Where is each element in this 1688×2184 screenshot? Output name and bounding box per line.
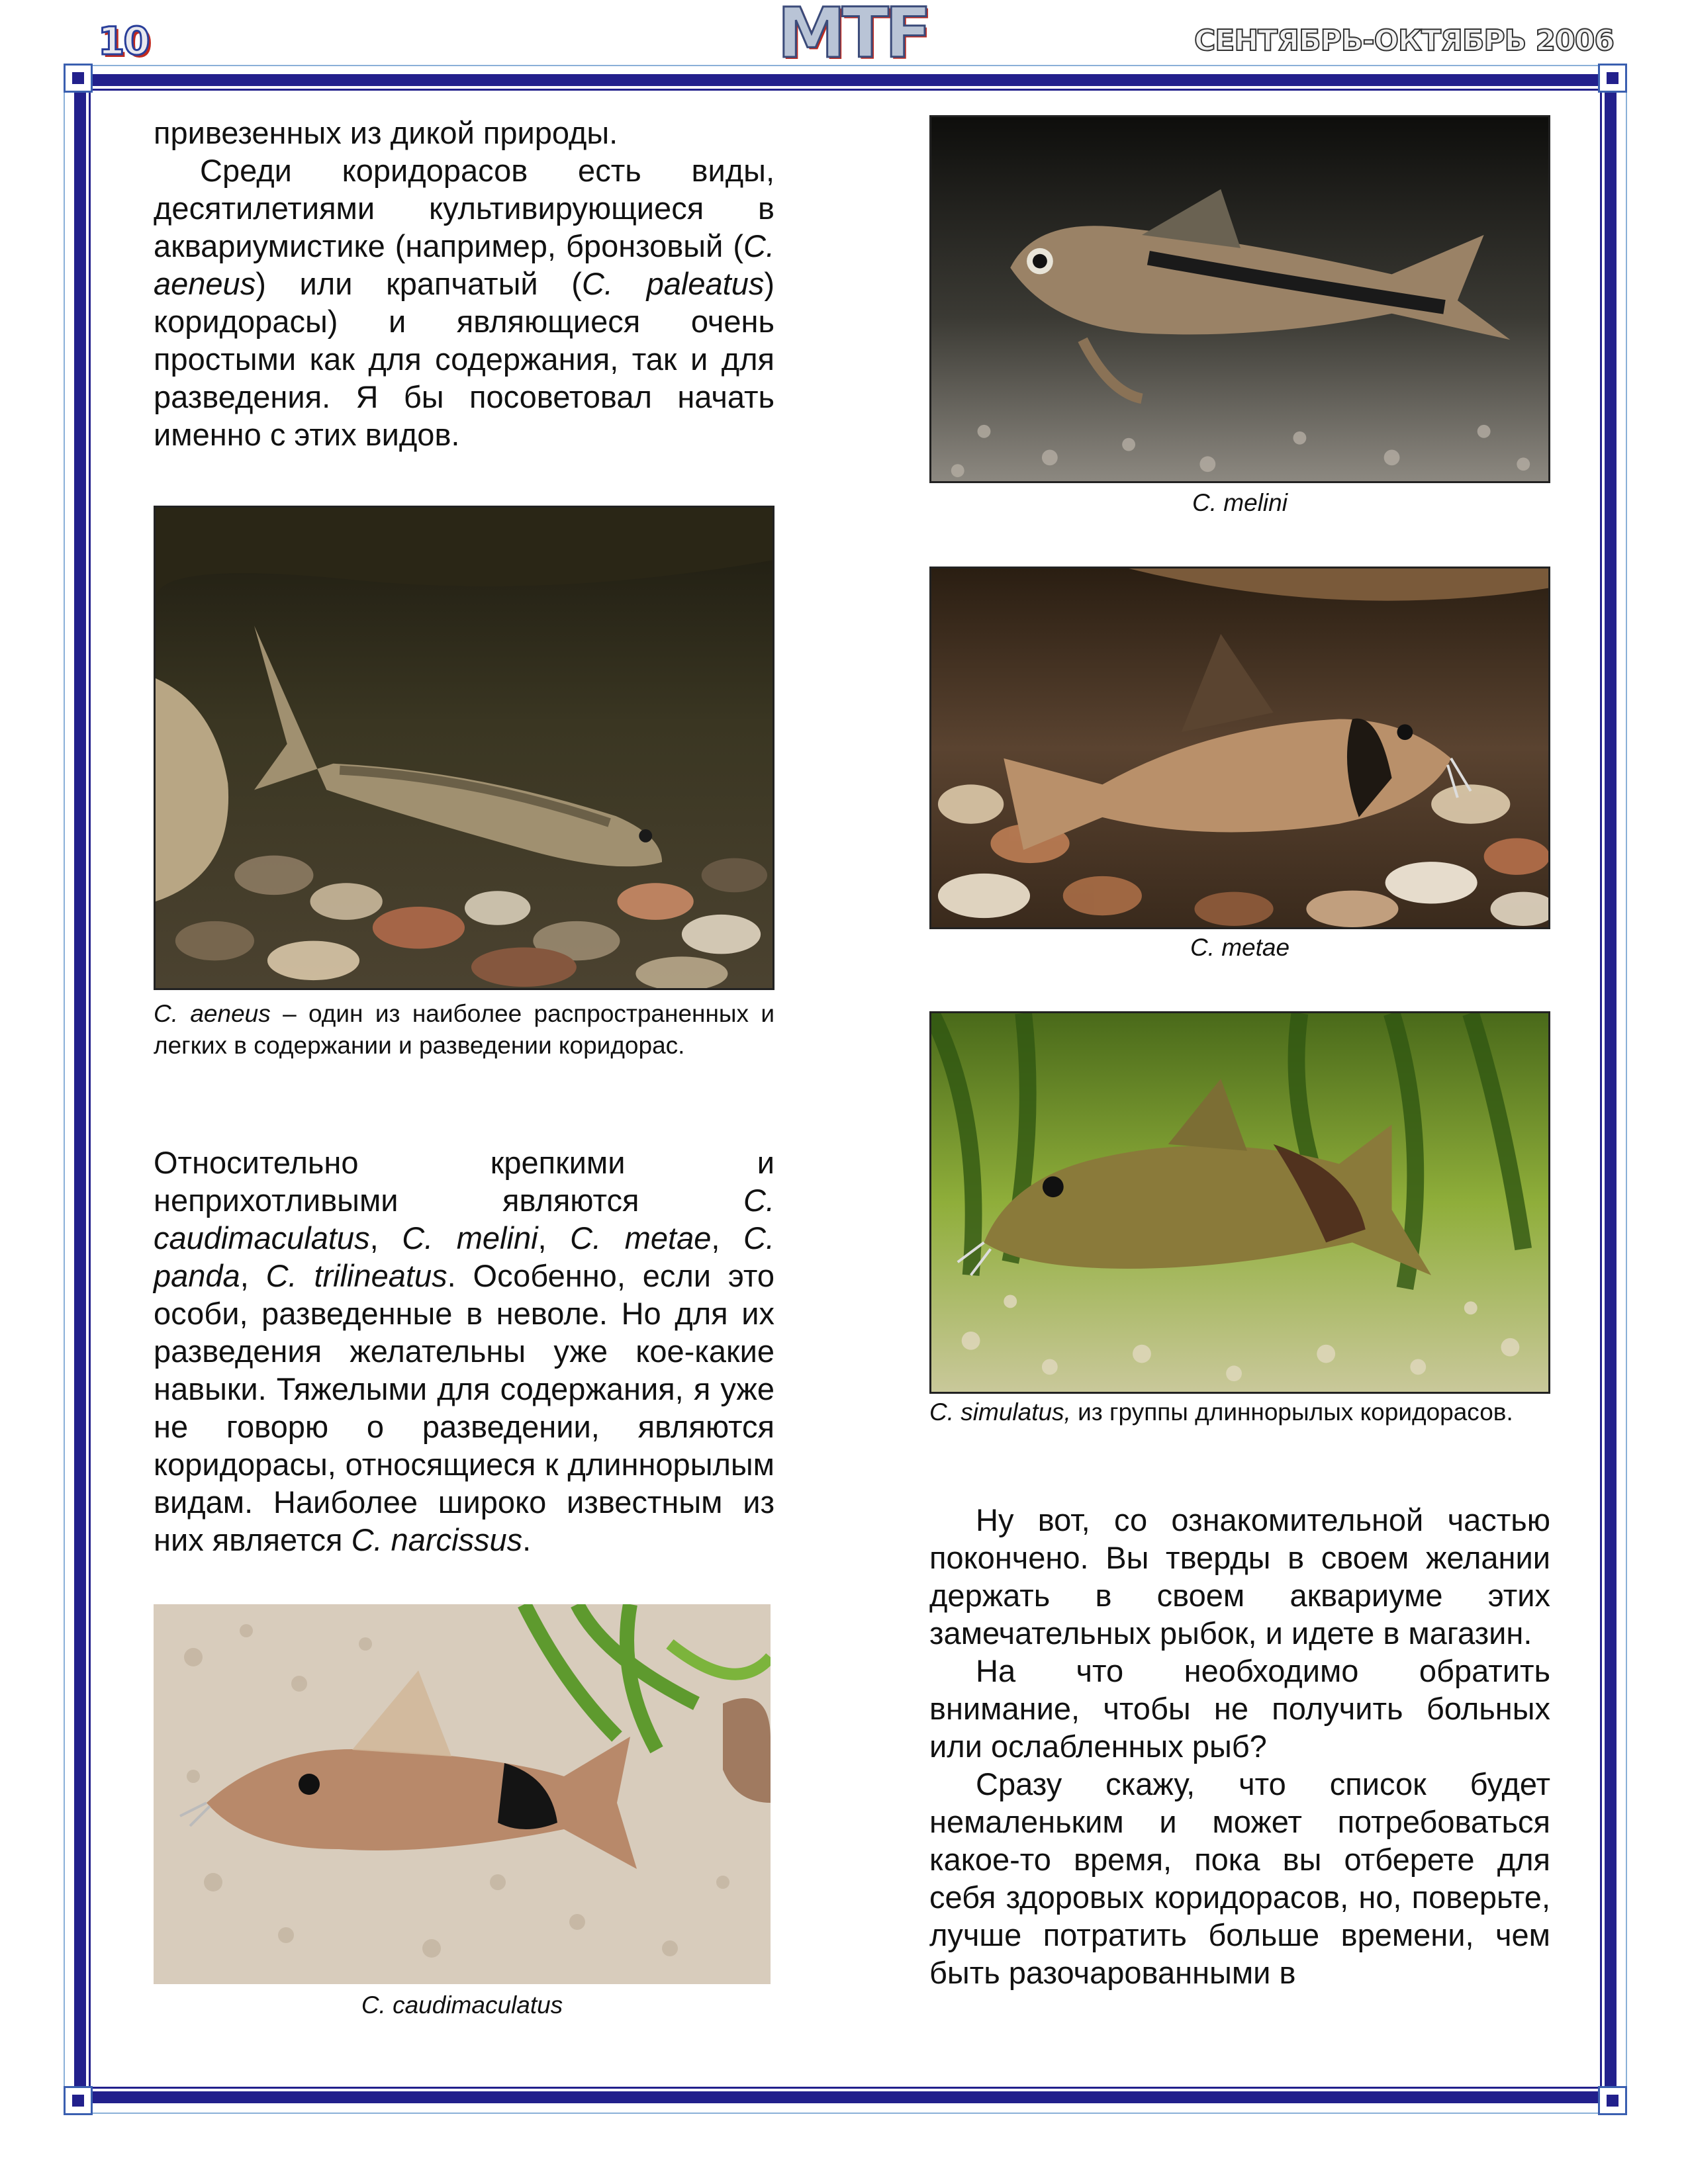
species-name: C. trilineatus [265,1258,447,1293]
text-run: , [711,1220,743,1255]
species-name: C. panda [154,1220,774,1293]
text-run: . Особенно, если это особи, разведенные в неволе. Но для их разведения желательны уже кое-какие навыки. Тяжелыми для содержания, я уже не говорю о разведении, являются коридорасы, относящиеся к длиннорылым видам. Наиболее широко известным из них является [154,1258,774,1557]
magazine-logo: МТF [777,0,928,73]
text-run: . [522,1522,532,1557]
paragraph: привезенных из дикой природы. [154,115,618,150]
species-name: C. aeneus [154,228,774,301]
paragraph: Ну вот, со ознакомительной частью покончено. Вы тверды в своем желании держать в своем аквариуме этих замечательных рыбок, и идете в магазин. [929,1502,1550,1651]
text-run: , [240,1258,266,1293]
photo-c-simulatus [929,1011,1550,1394]
frame-corner-bottom-right [1598,2086,1627,2115]
species-name: C. paleatus [581,266,765,301]
caption-text: из группы длиннорылых коридорасов. [1070,1398,1513,1426]
text-run: , [369,1220,402,1255]
photo-c-aeneus [154,506,774,990]
frame-corner-bottom-left [64,2086,93,2115]
text-run: ) коридорасы) и являющиеся очень простыми как для содержания, так и для разведения. Я бы посоветовал начать именно с этих видов. [154,266,774,452]
frame-corner-top-right [1598,64,1627,93]
species-name: C. melini [402,1220,538,1255]
species-name: C. narcissus [351,1522,523,1557]
left-text-middle [154,1144,774,1559]
species-name: C. simulatus, [929,1398,1071,1426]
paragraph [154,1144,774,1559]
text-run: ) или крапчатый ( [256,266,582,301]
species-name: C. metae [570,1220,712,1255]
photo-c-caudimaculatus [154,1604,771,1984]
paragraph [154,152,774,453]
species-name: C. caudimaculatus [154,1183,774,1255]
right-text-bottom [929,1501,1550,1991]
caption-c-melini: C. melini [1192,489,1288,516]
caption-text: – один из наиболее распространенных и легких в содержании и разведении коридорас. [154,1000,775,1059]
photo-c-metae [929,567,1550,929]
paragraph: Сразу скажу, что список будет немаленьким и может потребоваться какое-то время, пока вы отберете для себя здоровых коридорасов, но, поверьте, лучше потратить больше времени, чем быть разочарованными в [929,1766,1550,1990]
issue-date: СЕНТЯБРЬ-ОКТЯБРЬ 2006 [1194,24,1614,58]
text-run: Относительно крепкими и неприхотливыми являются [154,1145,774,1218]
species-name: C. aeneus [154,1000,271,1027]
caption-c-caudimaculatus: C. caudimaculatus [361,1991,563,2019]
text-run: Среди коридорасов есть виды, десятилетиями культивирующиеся в аквариумистике (например, бронзовый ( [154,153,774,263]
caption-c-simulatus [929,1396,1550,1428]
caption-c-aeneus [154,998,774,1062]
left-text-top [154,114,774,453]
frame-corner-top-left [64,64,93,93]
photo-c-melini [929,115,1550,483]
text-run: , [538,1220,571,1255]
page-number: 10 [98,19,149,64]
caption-c-metae: C. metae [1190,934,1290,961]
paragraph: На что необходимо обратить внимание, чтобы не получить больных или ослабленных рыб? [929,1653,1550,1764]
